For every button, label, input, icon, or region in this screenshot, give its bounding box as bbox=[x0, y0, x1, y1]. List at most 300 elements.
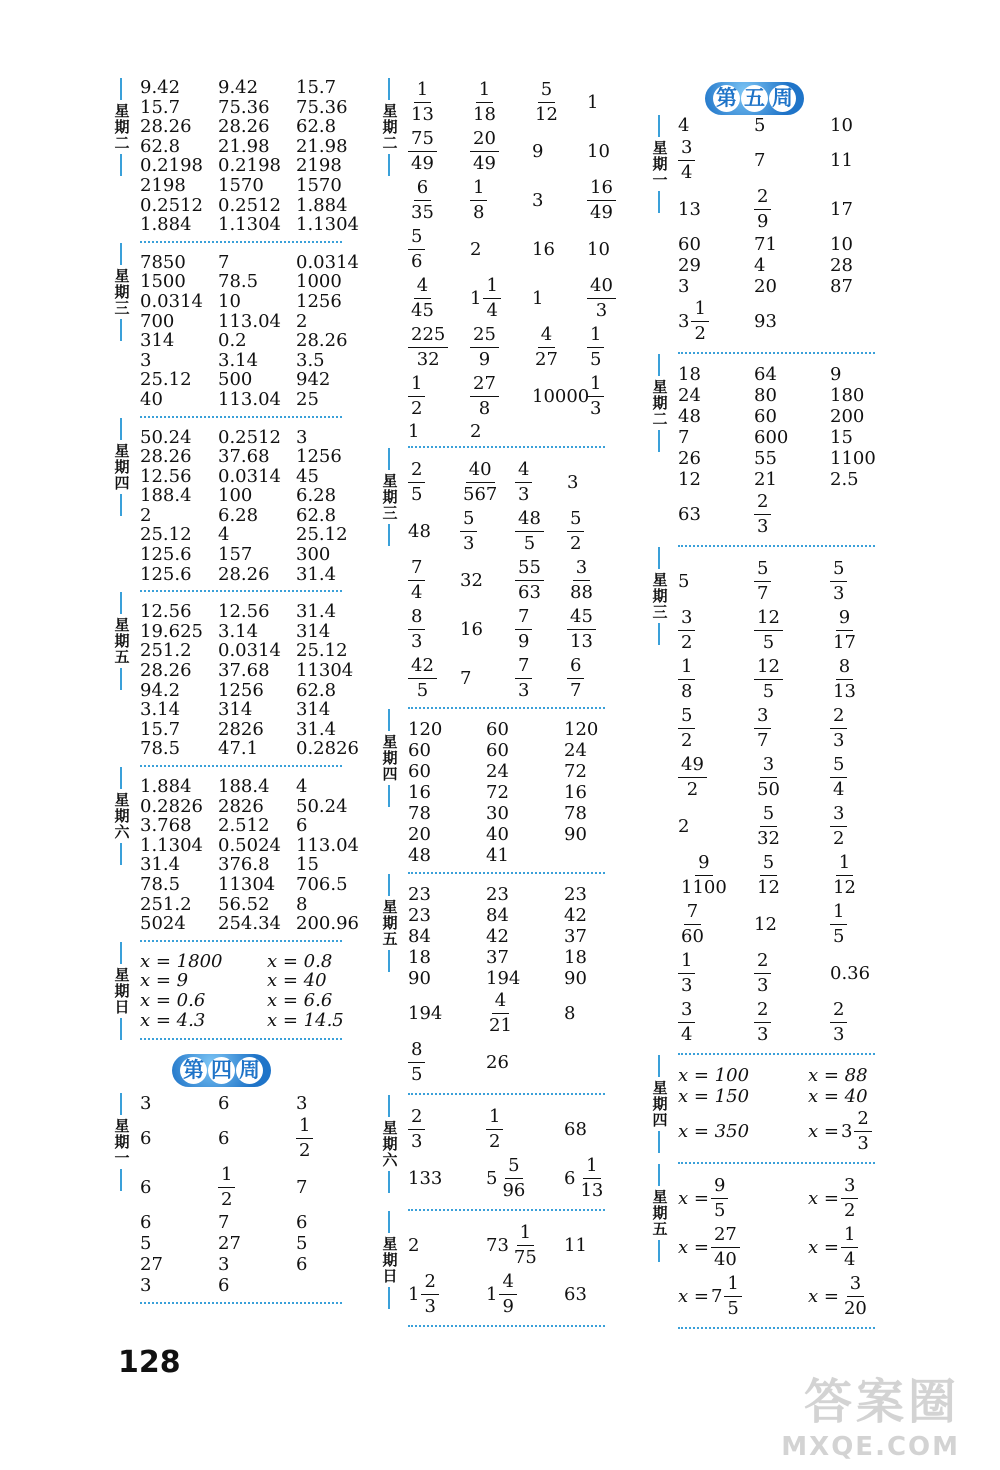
answer-cell bbox=[296, 486, 374, 506]
numerator: 1 bbox=[476, 78, 493, 103]
fraction-answer bbox=[830, 655, 859, 704]
answer-cell bbox=[296, 602, 374, 622]
answer-value: 3 bbox=[140, 1093, 152, 1115]
fraction-answer bbox=[678, 1174, 728, 1223]
answer-value: 37 bbox=[486, 947, 509, 968]
answer-value: 0.2826 bbox=[140, 795, 203, 817]
answer-value: 21.98 bbox=[296, 135, 348, 157]
day-bar bbox=[388, 1171, 390, 1193]
section-col2-friday bbox=[380, 874, 605, 1095]
answer-cell bbox=[808, 1174, 888, 1223]
fraction-answer bbox=[218, 1163, 235, 1212]
numerator: 2 bbox=[408, 458, 425, 483]
answer-cell bbox=[830, 606, 900, 655]
answer-cell bbox=[486, 803, 564, 824]
whole-number: 3 bbox=[840, 1121, 853, 1142]
denominator: 4 bbox=[843, 1249, 856, 1270]
answer-value: 23 bbox=[408, 905, 431, 926]
fraction-answer bbox=[754, 802, 783, 851]
answer-row bbox=[140, 777, 342, 797]
answer-value: 55 bbox=[754, 448, 777, 469]
numerator: 7 bbox=[515, 654, 532, 679]
fraction bbox=[296, 1114, 313, 1163]
answer-cell bbox=[218, 1093, 296, 1114]
answer-cell bbox=[296, 98, 374, 118]
answer-value: 1.1304 bbox=[296, 214, 359, 236]
answer-value: 23 bbox=[486, 884, 509, 905]
numerator: 5 bbox=[505, 1154, 522, 1179]
answer-cell bbox=[296, 875, 374, 895]
day-label-group bbox=[112, 592, 130, 690]
numerator: 1 bbox=[483, 274, 500, 299]
answer-cell bbox=[218, 1163, 296, 1212]
answer-cell bbox=[140, 467, 218, 487]
answer-cell bbox=[218, 739, 296, 759]
answer-cell bbox=[515, 458, 567, 507]
answer-cell bbox=[140, 914, 218, 934]
answer-value: 18 bbox=[408, 947, 431, 968]
answer-cell bbox=[218, 215, 296, 235]
fraction-answer bbox=[296, 1114, 313, 1163]
answer-value: 6 bbox=[140, 1128, 152, 1150]
answer-cell bbox=[754, 276, 830, 297]
fraction bbox=[567, 654, 584, 703]
numerator: 55 bbox=[515, 556, 544, 581]
answer-row bbox=[408, 78, 605, 127]
week5-badge-char: 第 bbox=[713, 85, 740, 112]
weekday-label: 星期三 bbox=[650, 572, 669, 620]
fraction-answer bbox=[408, 654, 437, 703]
numerator: 3 bbox=[760, 753, 777, 778]
fraction bbox=[678, 753, 707, 802]
answer-row bbox=[678, 851, 875, 900]
numerator: 2 bbox=[754, 185, 771, 210]
answer-cell bbox=[218, 467, 296, 487]
answer-value: 1 bbox=[408, 421, 420, 442]
answer-cell bbox=[296, 720, 374, 740]
answer-value: 28.26 bbox=[140, 446, 192, 468]
answer-cell bbox=[296, 641, 374, 661]
answer-value: 0.2512 bbox=[140, 194, 203, 216]
fraction bbox=[567, 507, 584, 556]
answer-value: 3 bbox=[296, 426, 308, 448]
answer-cell bbox=[678, 255, 754, 276]
answer-value: 90 bbox=[564, 968, 587, 989]
answer-cell bbox=[140, 1254, 218, 1275]
weekday-label: 星期一 bbox=[650, 140, 669, 188]
fraction-answer bbox=[754, 606, 783, 655]
answer-cell bbox=[486, 740, 564, 761]
week5-badge-char: 周 bbox=[769, 85, 796, 112]
fraction-answer bbox=[808, 1174, 858, 1223]
denominator: 4 bbox=[486, 300, 498, 321]
numerator: 9 bbox=[836, 606, 853, 631]
fraction bbox=[421, 1270, 438, 1319]
denominator: 4 bbox=[833, 779, 845, 800]
fraction-answer bbox=[460, 507, 477, 556]
fraction-answer bbox=[678, 753, 707, 802]
day-bar bbox=[120, 1018, 122, 1040]
numerator: 1 bbox=[587, 323, 604, 348]
day-bar bbox=[658, 547, 660, 569]
answer-cell bbox=[830, 753, 900, 802]
answer-value: 25 bbox=[296, 388, 319, 410]
fraction-answer bbox=[587, 323, 604, 372]
answer-cell bbox=[470, 78, 532, 127]
day-label-group bbox=[650, 1055, 668, 1153]
day-label-group bbox=[112, 418, 130, 516]
day-label-group bbox=[380, 448, 398, 546]
denominator: 45 bbox=[411, 300, 434, 321]
denominator: 2 bbox=[681, 632, 693, 653]
fraction-answer bbox=[678, 655, 695, 704]
fraction-answer bbox=[515, 654, 532, 703]
answer-cell bbox=[830, 150, 900, 171]
day-label-group bbox=[112, 243, 130, 341]
answer-cell bbox=[140, 1275, 218, 1296]
answer-cell bbox=[140, 215, 218, 235]
weekday-label: 星期四 bbox=[650, 1080, 669, 1128]
answer-value: 25.12 bbox=[140, 369, 192, 391]
section-col1-saturday bbox=[112, 767, 359, 942]
answer-row bbox=[408, 968, 605, 989]
answer-value: 0.36 bbox=[830, 963, 871, 984]
answer-value: 0.2826 bbox=[296, 738, 359, 760]
answer-cell bbox=[408, 968, 486, 989]
fraction-answer bbox=[486, 989, 515, 1038]
denominator: 12 bbox=[833, 877, 856, 898]
answer-row bbox=[408, 654, 605, 703]
answer-value: 3 bbox=[140, 349, 152, 371]
denominator: 13 bbox=[411, 104, 434, 125]
answer-cell bbox=[218, 292, 296, 312]
answer-row bbox=[678, 469, 875, 490]
answer-value: 7 bbox=[678, 427, 690, 448]
denominator: 5 bbox=[727, 1298, 739, 1319]
day-bar bbox=[120, 668, 122, 690]
numerator: 5 bbox=[760, 802, 777, 827]
answer-value: 84 bbox=[408, 926, 431, 947]
answer-cell bbox=[296, 545, 374, 565]
answer-value: 1256 bbox=[296, 290, 342, 312]
day-bar bbox=[120, 767, 122, 789]
answer-cell bbox=[140, 253, 218, 273]
answer-row bbox=[678, 255, 875, 276]
fraction-answer bbox=[408, 1038, 425, 1087]
answer-cell bbox=[296, 331, 374, 351]
answer-cell bbox=[754, 753, 830, 802]
answer-value: 16 bbox=[460, 619, 483, 640]
answer-cell bbox=[140, 681, 218, 701]
answer-cell bbox=[140, 137, 218, 157]
section-week4-monday bbox=[112, 1093, 342, 1304]
answer-cell bbox=[515, 507, 567, 556]
answer-cell bbox=[564, 782, 642, 803]
answer-row bbox=[140, 1254, 342, 1275]
answer-row bbox=[140, 194, 348, 216]
fraction bbox=[841, 1272, 870, 1321]
numerator: 3 bbox=[841, 1174, 858, 1199]
answer-cell bbox=[678, 949, 754, 998]
fraction bbox=[678, 704, 695, 753]
fraction-answer bbox=[408, 1105, 425, 1154]
answer-cell bbox=[408, 521, 460, 542]
weekday-label: 星期二 bbox=[380, 103, 399, 151]
answer-cell bbox=[140, 156, 218, 176]
denominator: 18 bbox=[473, 104, 496, 125]
fraction bbox=[587, 372, 604, 421]
answer-value: 11 bbox=[564, 1235, 587, 1256]
answer-value: 27 bbox=[218, 1233, 241, 1255]
equation-prefix: x = bbox=[808, 1286, 839, 1307]
fraction bbox=[408, 1105, 425, 1154]
answer-cell bbox=[296, 196, 374, 216]
answer-value: 6.28 bbox=[296, 485, 337, 507]
numerator: 7 bbox=[684, 900, 701, 925]
answer-row bbox=[408, 884, 605, 905]
fraction-answer bbox=[567, 654, 584, 703]
denominator: 2 bbox=[686, 779, 699, 800]
answer-value: 12.56 bbox=[218, 601, 270, 623]
fraction bbox=[678, 900, 707, 949]
denominator: 567 bbox=[463, 484, 498, 505]
numerator: 3 bbox=[754, 704, 771, 729]
day-bar bbox=[658, 430, 660, 452]
answer-cell bbox=[587, 92, 632, 113]
fraction-answer bbox=[470, 274, 501, 323]
answer-cell bbox=[140, 700, 218, 720]
answer-row bbox=[678, 753, 875, 802]
answer-value: 2198 bbox=[296, 155, 342, 177]
numerator: 1 bbox=[836, 851, 853, 876]
answer-row bbox=[408, 761, 605, 782]
answer-cell bbox=[218, 78, 296, 98]
denominator: 5 bbox=[411, 1064, 423, 1085]
denominator: 21 bbox=[489, 1015, 512, 1036]
answer-cell bbox=[218, 700, 296, 720]
numerator: 5 bbox=[538, 78, 555, 103]
day-bar bbox=[120, 78, 122, 100]
answer-value: 254.34 bbox=[218, 913, 281, 935]
whole-number: 6 bbox=[564, 1168, 576, 1189]
answer-cell bbox=[754, 949, 830, 998]
answer-cell bbox=[564, 1119, 634, 1140]
fraction-answer bbox=[486, 1270, 517, 1319]
denominator: 3 bbox=[411, 1131, 423, 1152]
fraction bbox=[408, 127, 437, 176]
numerator: 75 bbox=[408, 127, 437, 152]
day-bar bbox=[120, 1169, 122, 1191]
answer-value: 0.2512 bbox=[218, 194, 281, 216]
answer-cell bbox=[678, 1065, 808, 1086]
answer-value: x = 4.3 bbox=[140, 1009, 206, 1031]
answer-row bbox=[140, 700, 342, 720]
answer-row bbox=[140, 720, 342, 740]
answer-cell bbox=[754, 311, 830, 332]
equation-prefix: x = bbox=[808, 1188, 839, 1209]
answer-cell bbox=[140, 312, 218, 332]
answer-value: 3 bbox=[140, 1275, 152, 1297]
answer-value: 7 bbox=[754, 150, 766, 171]
fraction bbox=[515, 458, 532, 507]
answer-cell bbox=[678, 469, 754, 490]
numerator: 1 bbox=[414, 78, 431, 103]
answer-cell bbox=[532, 190, 587, 211]
answer-value: 0.0314 bbox=[218, 465, 281, 487]
fraction bbox=[830, 753, 847, 802]
answer-cell bbox=[532, 323, 587, 372]
numerator: 42 bbox=[408, 654, 437, 679]
day-bar bbox=[658, 115, 660, 137]
answer-cell bbox=[296, 292, 374, 312]
answer-cell bbox=[567, 507, 619, 556]
answer-value: 6 bbox=[218, 1093, 230, 1115]
answer-cell bbox=[678, 364, 754, 385]
answer-cell bbox=[830, 427, 900, 448]
numerator: 5 bbox=[830, 557, 847, 582]
answer-value: 2 bbox=[408, 1235, 420, 1256]
answer-cell bbox=[808, 1086, 888, 1107]
answer-row bbox=[408, 458, 605, 507]
answer-cell bbox=[486, 1154, 564, 1203]
answer-row bbox=[140, 873, 348, 895]
answer-value: 5 bbox=[678, 571, 690, 592]
answer-row bbox=[140, 330, 348, 352]
answer-value: 24 bbox=[564, 740, 587, 761]
numerator: 6 bbox=[567, 654, 584, 679]
answer-value: 180 bbox=[830, 385, 865, 406]
answer-cell bbox=[140, 1128, 218, 1149]
answer-value: 37 bbox=[564, 926, 587, 947]
answer-cell bbox=[678, 1174, 808, 1223]
fraction bbox=[587, 323, 604, 372]
denominator: 5 bbox=[523, 533, 536, 554]
equation-prefix: x = bbox=[808, 1121, 839, 1142]
day-bar bbox=[388, 154, 390, 176]
answer-cell bbox=[140, 506, 218, 526]
answer-cell bbox=[408, 372, 470, 421]
answer-row bbox=[140, 834, 359, 856]
answer-value: 26 bbox=[486, 1052, 509, 1073]
answer-cell bbox=[218, 661, 296, 681]
answer-value: x = 0.6 bbox=[140, 989, 206, 1011]
day-label-group bbox=[380, 709, 398, 807]
answer-cell bbox=[218, 272, 296, 292]
answer-value: 31.4 bbox=[296, 563, 337, 585]
answer-row bbox=[678, 1065, 875, 1086]
denominator: 63 bbox=[518, 582, 541, 603]
fraction bbox=[678, 949, 695, 998]
fraction bbox=[587, 176, 616, 225]
answer-value: 5 bbox=[296, 1233, 308, 1255]
answer-value: 7 bbox=[460, 668, 472, 689]
fraction-answer bbox=[830, 900, 847, 949]
day-bar bbox=[388, 524, 390, 546]
answer-cell bbox=[678, 115, 754, 136]
denominator: 40 bbox=[713, 1249, 737, 1270]
answer-row bbox=[140, 913, 359, 935]
answer-value: 0.2198 bbox=[140, 155, 203, 177]
answer-row bbox=[408, 274, 613, 323]
fraction-answer bbox=[808, 1107, 872, 1156]
fraction bbox=[754, 606, 783, 655]
answer-cell bbox=[296, 1114, 374, 1163]
answer-row bbox=[678, 115, 875, 136]
answer-value: 16 bbox=[408, 782, 431, 803]
answer-cell bbox=[140, 836, 218, 856]
answer-value: 3.768 bbox=[140, 815, 192, 837]
fraction-answer bbox=[408, 127, 437, 176]
answer-cell bbox=[140, 565, 218, 585]
answer-value: 60 bbox=[486, 719, 509, 740]
answer-cell bbox=[218, 565, 296, 585]
answer-cell bbox=[218, 1233, 296, 1254]
answer-row bbox=[140, 524, 348, 546]
fraction bbox=[830, 655, 859, 704]
answer-value: 1100 bbox=[830, 448, 876, 469]
fraction-answer bbox=[830, 753, 847, 802]
denominator: 3 bbox=[757, 975, 769, 996]
fraction-answer bbox=[830, 998, 847, 1047]
answer-value: 23 bbox=[564, 884, 587, 905]
answer-value: 314 bbox=[140, 330, 175, 352]
answer-cell bbox=[486, 719, 564, 740]
answer-value: 113.04 bbox=[218, 388, 281, 410]
answer-cell bbox=[140, 875, 218, 895]
denominator: 2 bbox=[411, 398, 423, 419]
answer-cell bbox=[296, 797, 374, 817]
answer-cell bbox=[218, 390, 296, 410]
answer-row bbox=[408, 323, 605, 372]
fraction-answer bbox=[830, 557, 847, 606]
answer-value: 11304 bbox=[218, 873, 276, 895]
answer-value: 64 bbox=[754, 364, 777, 385]
answer-cell bbox=[830, 802, 900, 851]
fraction-answer bbox=[678, 949, 695, 998]
answer-value: 1.1304 bbox=[140, 834, 203, 856]
day-bar bbox=[120, 418, 122, 440]
answer-value: 2826 bbox=[218, 795, 264, 817]
answer-value: x = 40 bbox=[267, 970, 327, 992]
answer-row bbox=[140, 506, 342, 526]
answer-cell bbox=[587, 372, 632, 421]
answer-value: 60 bbox=[408, 761, 431, 782]
answer-row bbox=[140, 292, 342, 312]
denominator: 2 bbox=[681, 730, 693, 751]
denominator: 3 bbox=[757, 516, 769, 537]
answer-cell bbox=[564, 947, 642, 968]
fraction-answer bbox=[808, 1223, 858, 1272]
answer-cell bbox=[267, 952, 367, 972]
fraction bbox=[841, 1174, 858, 1223]
answer-cell bbox=[564, 968, 642, 989]
denominator: 6 bbox=[411, 251, 423, 272]
answer-value: 42 bbox=[486, 926, 509, 947]
fraction-answer bbox=[754, 490, 771, 539]
answer-value: 45 bbox=[296, 465, 319, 487]
answer-value: x = 350 bbox=[678, 1121, 750, 1142]
answer-cell bbox=[486, 845, 564, 866]
day-label-group bbox=[650, 547, 668, 645]
denominator: 2 bbox=[489, 1131, 501, 1152]
fraction bbox=[754, 802, 783, 851]
column-2 bbox=[380, 78, 613, 1327]
fraction-answer bbox=[408, 458, 425, 507]
numerator: 2 bbox=[754, 490, 771, 515]
fraction bbox=[830, 998, 847, 1047]
day-label-group bbox=[112, 942, 130, 1040]
fraction bbox=[830, 704, 847, 753]
